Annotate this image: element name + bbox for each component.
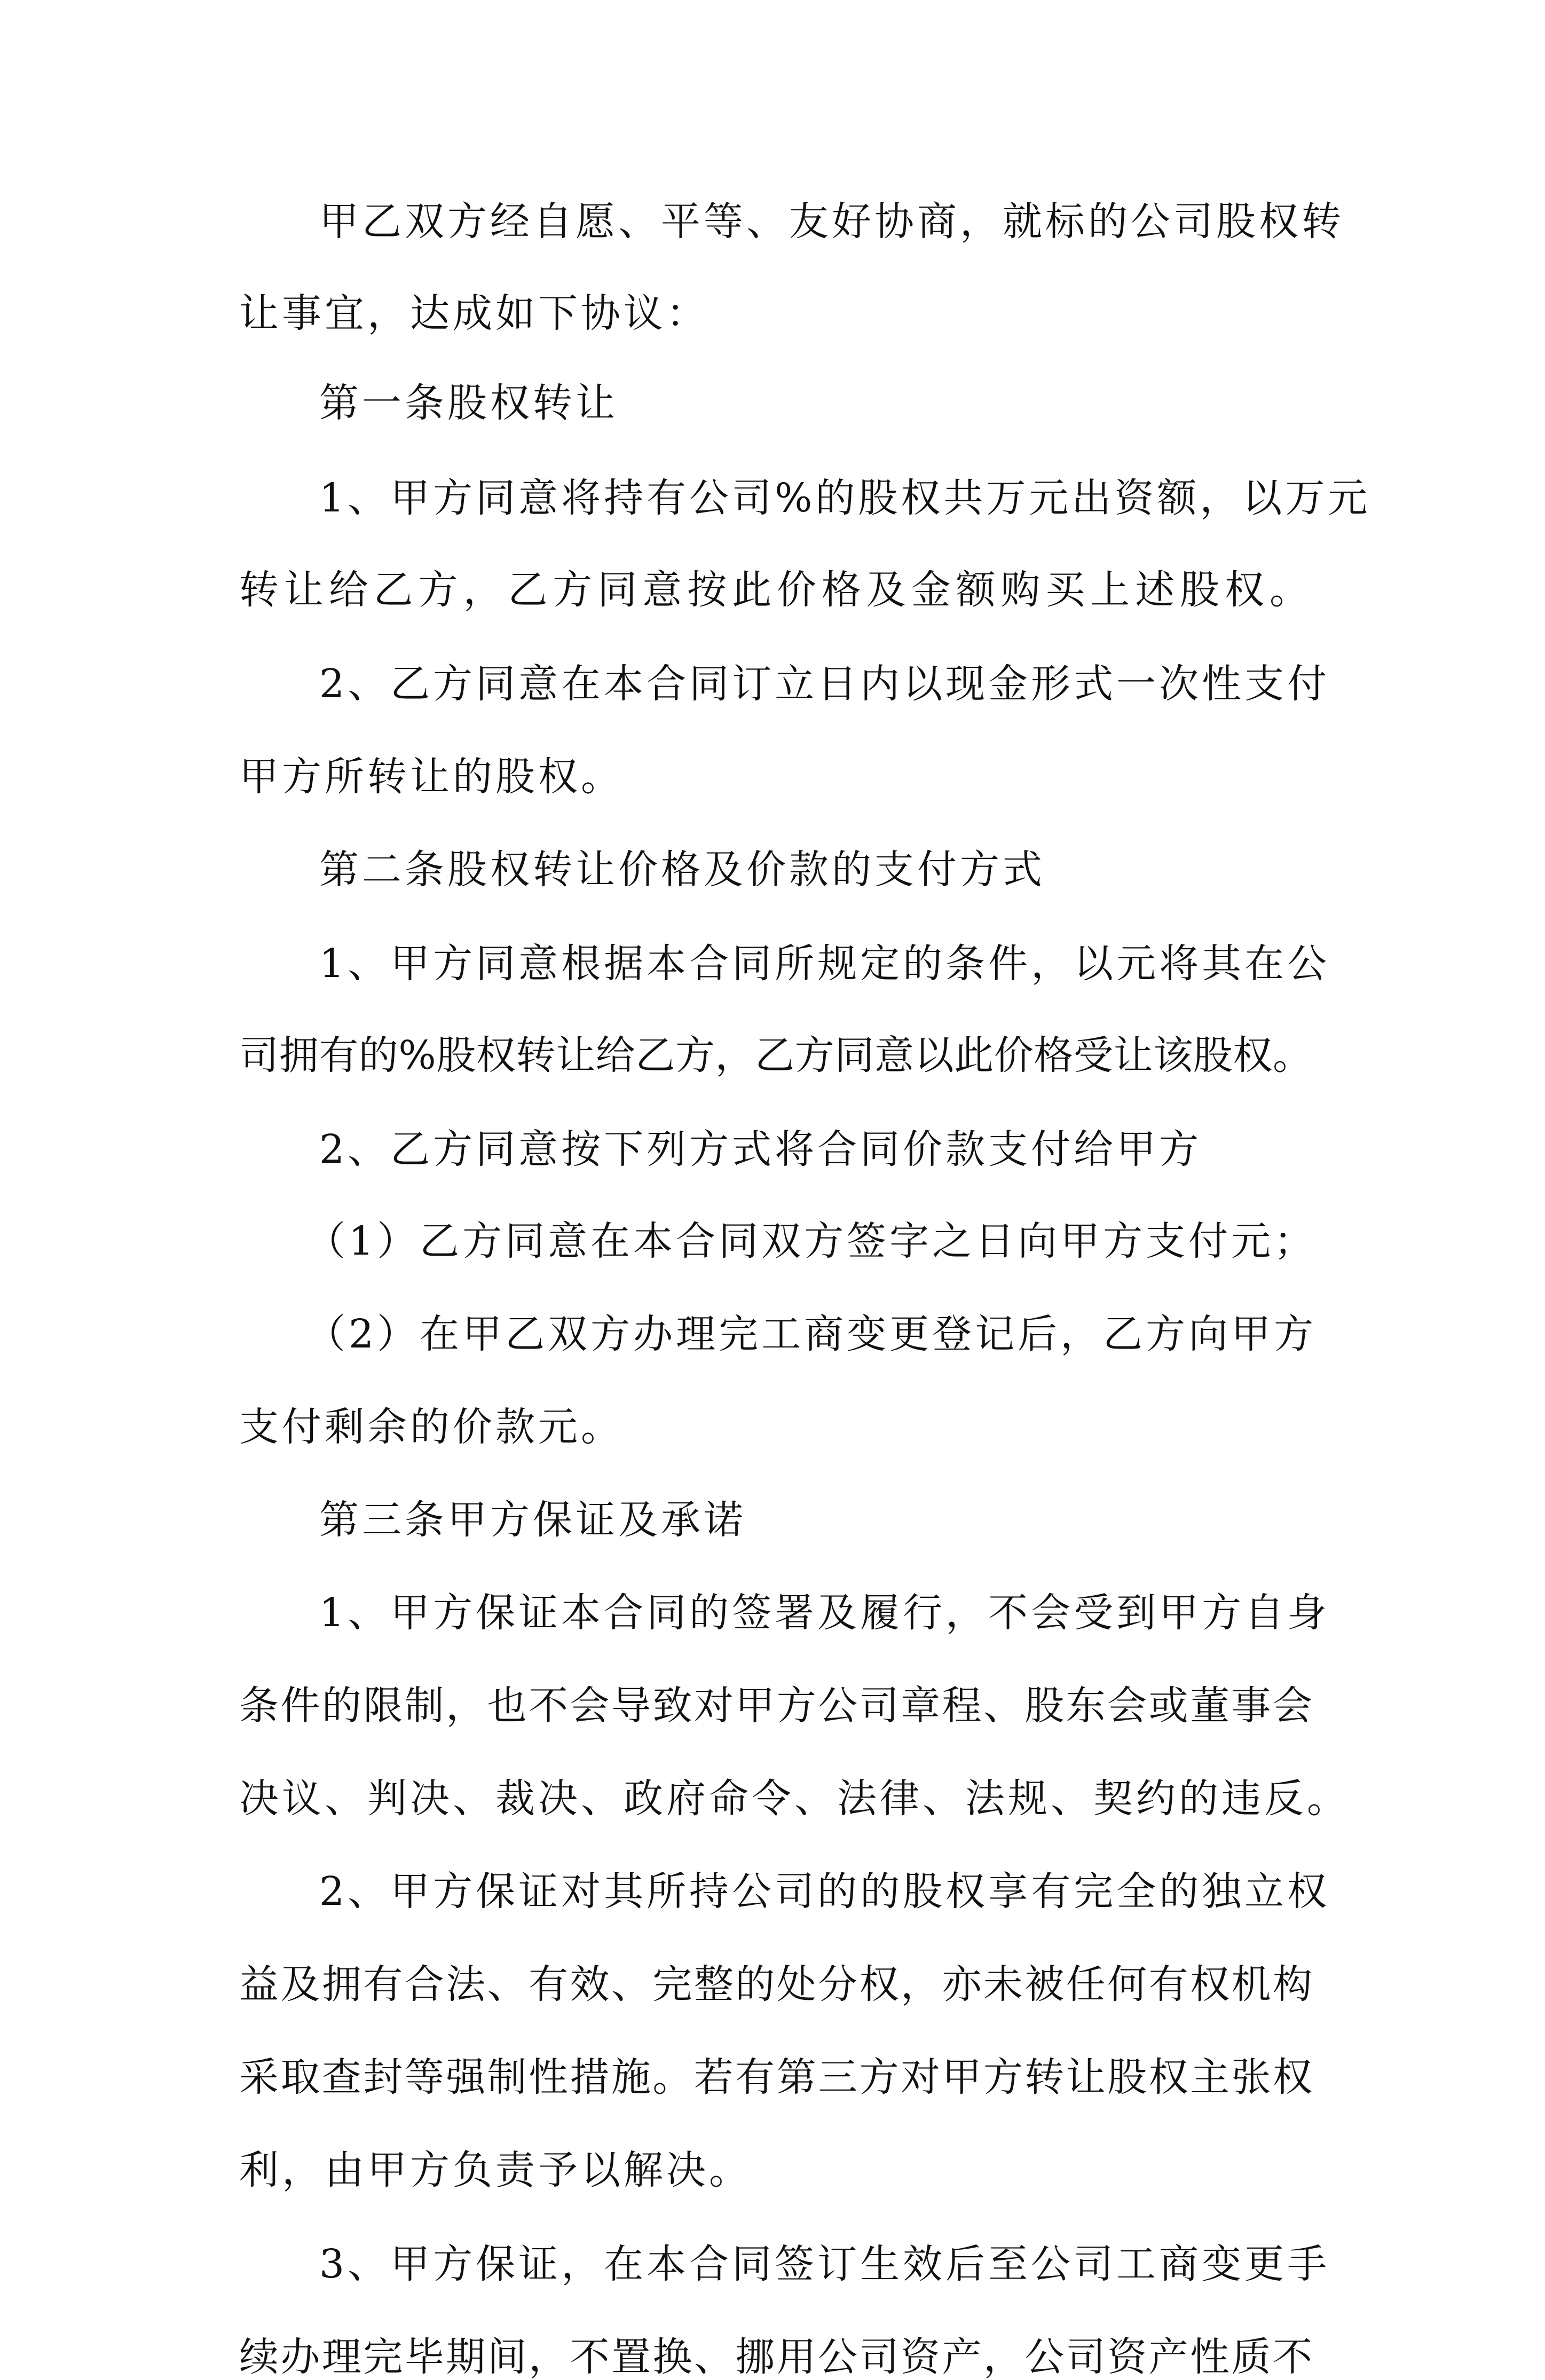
article-2-clause-2-item-1: （1）乙方同意在本合同双方签字之日向甲方支付元； bbox=[306, 1218, 1317, 1264]
article-2-heading: 第二条股权转让价格及价款的支付方式 bbox=[319, 847, 1045, 893]
article-3-clause-3-line-1: 3、甲方保证，在本合同签订生效后至公司工商变更手 bbox=[319, 2241, 1330, 2287]
article-3-clause-2-line-2: 益及拥有合法、有效、完整的处分权，亦未被任何有权机构 bbox=[239, 1961, 1312, 2007]
article-2-clause-2: 2、乙方同意按下列方式将合同价款支付给甲方 bbox=[319, 1126, 1202, 1172]
article-3-heading: 第三条甲方保证及承诺 bbox=[319, 1497, 746, 1543]
article-2-clause-2-item-2-line-1: （2）在甲乙双方办理完工商变更登记后，乙方向甲方 bbox=[306, 1311, 1317, 1357]
article-1-clause-2-line-2: 甲方所转让的股权。 bbox=[239, 754, 624, 800]
article-3-clause-3-line-2: 续办理完毕期间，不置换、挪用公司资产，公司资产性质不 bbox=[239, 2334, 1312, 2380]
article-1-clause-1-line-1: 1、甲方同意将持有公司%的股权共万元出资额，以万元 bbox=[319, 475, 1371, 521]
article-3-clause-2-line-3: 采取查封等强制性措施。若有第三方对甲方转让股权主张权 bbox=[239, 2054, 1312, 2100]
article-3-clause-1-line-2: 条件的限制，也不会导致对甲方公司章程、股东会或董事会 bbox=[239, 1683, 1312, 1729]
article-2-clause-1-line-1: 1、甲方同意根据本合同所规定的条件，以元将其在公 bbox=[319, 941, 1330, 987]
paragraph-intro-line-1: 甲乙双方经自愿、平等、友好协商，就标的公司股权转 bbox=[319, 199, 1344, 245]
article-2-clause-1-line-2: 司拥有的%股权转让给乙方，乙方同意以此价格受让该股权。 bbox=[239, 1033, 1312, 1078]
article-1-clause-2-line-1: 2、乙方同意在本合同订立日内以现金形式一次性支付 bbox=[319, 661, 1330, 707]
article-3-clause-2-line-4: 利，由甲方负责予以解决。 bbox=[239, 2147, 752, 2193]
article-1-clause-1-line-2: 转让给乙方，乙方同意按此价格及金额购买上述股权。 bbox=[239, 567, 1312, 613]
article-2-clause-2-item-2-line-2: 支付剩余的价款元。 bbox=[239, 1404, 624, 1450]
article-1-heading: 第一条股权转让 bbox=[319, 380, 618, 426]
article-3-clause-2-line-1: 2、甲方保证对其所持公司的的股权享有完全的独立权 bbox=[319, 1869, 1330, 1914]
article-3-clause-1-line-3: 决议、判决、裁决、政府命令、法律、法规、契约的违反。 bbox=[239, 1776, 1350, 1822]
paragraph-intro-line-2: 让事宜，达成如下协议： bbox=[239, 290, 709, 336]
article-3-clause-1-line-1: 1、甲方保证本合同的签署及履行，不会受到甲方自身 bbox=[319, 1590, 1330, 1636]
